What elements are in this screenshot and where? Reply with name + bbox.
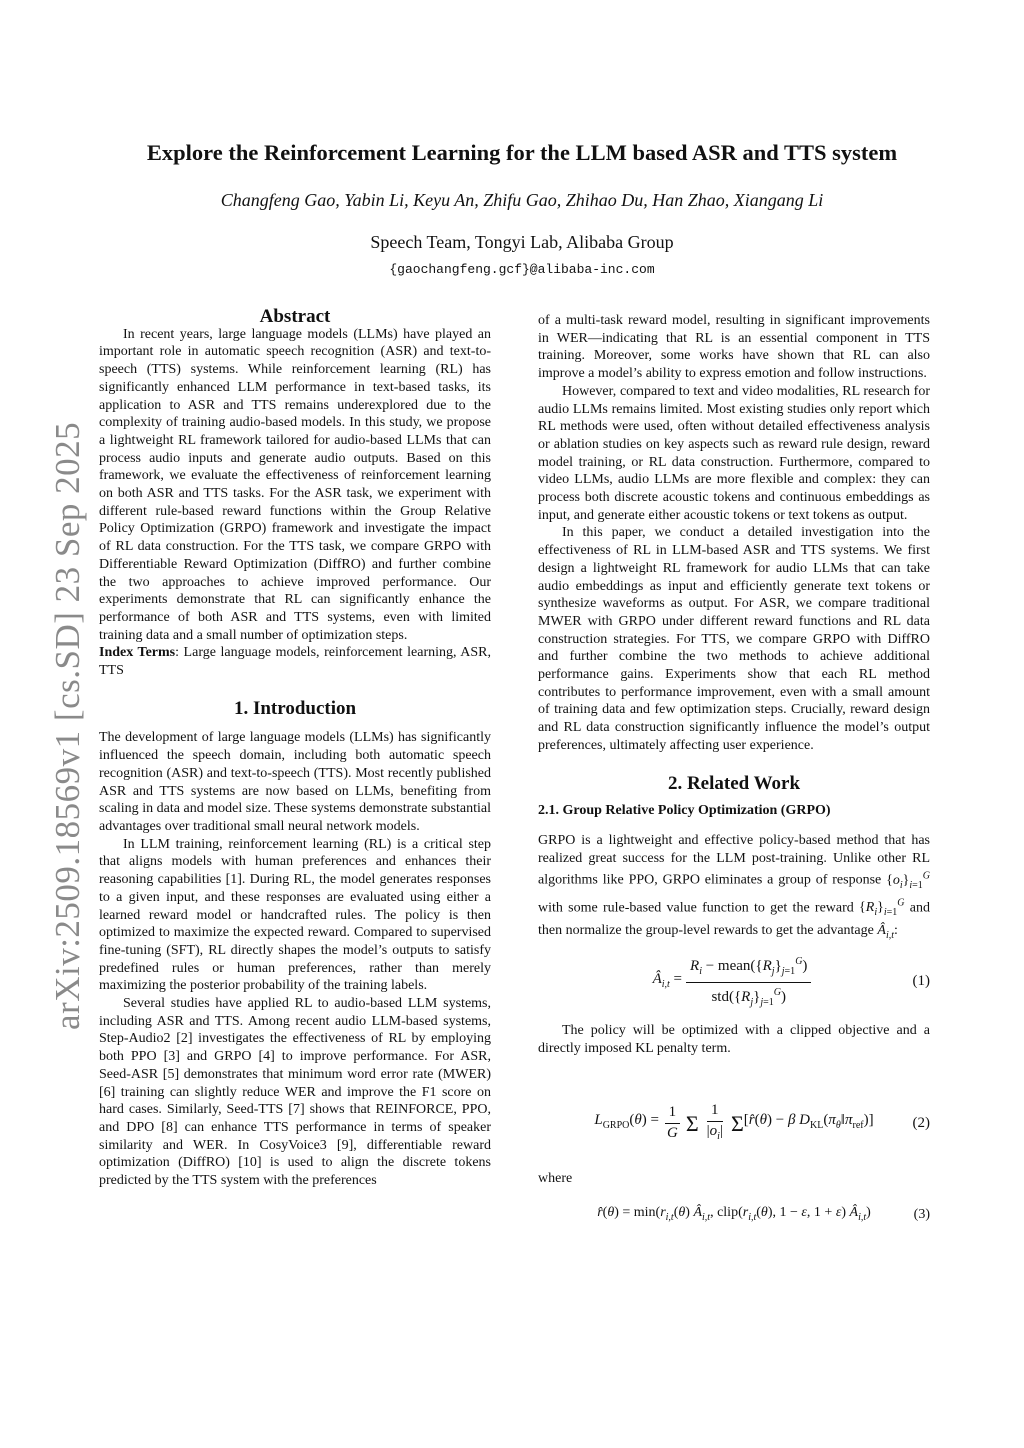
equation-2: $L_{GRPO}(\theta)$ = $\frac{1}{G}$ Σ $\frac{1}{|o_i|}$ Σ [r̂(θ) − β $D_{KL}(\pi_\theta‖\pi_{ref})$] (2) bbox=[594, 1101, 930, 1142]
arxiv-stamp: arXiv:2509.18569v1 [cs.SD] 23 Sep 2025 bbox=[48, 421, 87, 1030]
equation-1: $Â_{i,t}$ = $\frac{R_i - mean(\{R_j\}_{j=1}^G)}{std(\{R_j\}_{j=1}^G)}$ (1) bbox=[538, 954, 930, 1010]
grpo-paragraph bbox=[538, 832, 930, 944]
grpo-text-a: GRPO is a lightweight and effective policy-based method that has realized great success for the LLM post-training. Unlike other RL algorithms like PPO, GRPO eliminates a group of response bbox=[538, 832, 930, 889]
math-response-set: $\{o_i\}_{i=1}^G$ bbox=[886, 870, 931, 891]
abstract-body: In recent years, large language models (LLMs) have played an important role in automatic speech recognition (ASR) and text-to-speech (TTS) systems. While reinforcement learning (RL) has significantly enhanced LLM performance in text-based tasks, its application to ASR and TTS remains underexplored due to the complexity of training audio-based models. In this study, we propose a lightweight RL framework tailored for audio-based LLMs that can process audio inputs and generate audio outputs. Based on this framework, we evaluate the effectiveness of reinforcement learning on both ASR and TTS tasks. For the ASR task, we experiment with different rule-based reward functions within the Group Relative Policy Optimization (GRPO) framework and investigate the impact of RL data construction. For the TTS task, we compare GRPO with Differentiable Reward Optimization (DiffRO) and further combine the two approaches to achieve improved performance. Our experiments demonstrate that RL can significantly enhance the performance of both ASR and TTS systems, even with limited training data and a small number of optimization steps. bbox=[99, 326, 491, 643]
where-text: where bbox=[538, 1170, 573, 1186]
contact-email: {gaochangfeng.gcf}@alibaba-inc.com bbox=[389, 262, 655, 277]
intro-paragraph-1: The development of large language models (LLMs) has significantly influenced the speech domain, including both automatic speech recognition (ASR) and text-to-speech (TTS). Most recently published ASR and TTS systems are now based on LLMs, benefiting from scaling in data and model size. These systems demonstrate substantial advantages over traditional small neural network models. bbox=[99, 730, 491, 834]
index-terms bbox=[99, 644, 491, 679]
math-advantage: $Â_{i,t}$: bbox=[877, 922, 898, 941]
equation-3: r̂(θ) = $\min(r_{i,t}(\theta)$ $Â_{i,t}$, $clip(r_{i,t}(\theta)$, 1 − ε, 1 + ε) $Â_{i,t}$) (3) bbox=[597, 1205, 930, 1223]
intro-paragraph-5: However, compared to text and video modalities, RL research for audio LLMs remains limited. Most existing studies only report which RL methods were used, often without detailed effectiveness analysis or ablation studies on key aspects such as reward rule design, reward model training, or RL data construction. Furthermore, compared to video LLMs, audio LLMs are more flexible and complex: they can process both discrete acoustic tokens and continuous embeddings as input, and generate either acoustic tokens or text tokens as output. bbox=[538, 383, 930, 523]
equation-3-number: (3) bbox=[913, 1207, 930, 1223]
policy-paragraph: The policy will be optimized with a clipped objective and a directly imposed KL penalty term. bbox=[538, 1023, 930, 1056]
math-reward-set: $\{R_i\}_{i=1}^G$ bbox=[859, 897, 905, 918]
index-terms-text: : Large language models, reinforcement learning, ASR, TTS bbox=[99, 645, 491, 679]
affiliation: Speech Team, Tongyi Lab, Alibaba Group bbox=[370, 232, 674, 252]
related-work-heading: 2. Related Work bbox=[667, 772, 801, 794]
abstract-heading: Abstract bbox=[259, 306, 331, 327]
intro-paragraph-2: In LLM training, reinforcement learning (RL) is a critical step that aligns models with human preferences and enhances their reasoning capabilities [1]. During RL, the model generates responses to a given input, and these responses are evaluated using either a learned reward model or handcrafted rules. The policy is then optimized to maximize the expected reward. Compared to supervised fine-tuning (SFT), RL directly shapes the model’s outputs to satisfy predefined rules or human preferences, rather than merely maximizing the posterior probability of the training labels. bbox=[99, 836, 491, 994]
grpo-subsection-heading: 2.1. Group Relative Policy Optimization (GRPO) bbox=[538, 803, 831, 819]
equation-1-number: (1) bbox=[912, 973, 930, 990]
right-column bbox=[538, 312, 930, 1235]
index-terms-label: Index Terms bbox=[99, 645, 176, 661]
intro-paragraph-6: In this paper, we conduct a detailed investigation into the effectiveness of RL in LLM-based ASR and TTS systems. We first design a lightweight RL framework for audio LLMs that can take audio embeddings as input and efficiently generate text tokens or synthesize waveforms as output. For ASR, we compare traditional MWER with GRPO under different reward functions and RL data construction strategies. For TTS, we compare GRPO with DiffRO and further combine the two methods to achieve additional performance gains. Experiments show that each RL method contributes to performance improvement, even with a small amount of training data and few optimization steps. Crucially, reward design and RL data construction significantly influence the model’s output preferences, ultimately affecting user experience. bbox=[538, 525, 930, 753]
equation-2-number: (2) bbox=[912, 1114, 930, 1131]
paper-title: Explore the Reinforcement Learning for the LLM based ASR and TTS system bbox=[146, 140, 898, 165]
intro-paragraph-3: Several studies have applied RL to audio-based LLM systems, including ASR and TTS. Among recent audio LLM-based systems, Step-Audio2 [2] investigates the effectiveness of RL by employing both PPO [3] and GRPO [4] to improve performance. For ASR, Seed-ASR [5] demonstrates that minimum word error rate (MWER) [6] training can slightly reduce WER and improve the F1 score on hard cases. Similarly, Seed-TTS [7] shows that REINFORCE, PPO, and DPO [8] can enhance TTS performance in terms of speaker similarity and WER. In CosyVoice3 [9], differentiable reward optimization (DiffRO) [10] is used to align the discrete tokens predicted by the TTS system with the preferences bbox=[99, 996, 491, 1189]
intro-heading: 1. Introduction bbox=[233, 697, 357, 719]
grpo-text-c: and then normalize the group-level rewards to get the advantage bbox=[538, 900, 930, 938]
left-column bbox=[99, 308, 491, 1190]
grpo-text-b: with some rule-based value function to get the reward bbox=[538, 900, 854, 916]
author-list: Changfeng Gao, Yabin Li, Keyu An, Zhifu Gao, Zhihao Du, Han Zhao, Xiangang Li bbox=[220, 190, 824, 210]
intro-paragraph-4: of a multi-task reward model, resulting in significant improvements in WER—indicating that RL is an essential component in TTS training. Moreover, some works have shown that RL can also improve a model’s ability to express emotion and follow instructions. bbox=[538, 313, 930, 382]
